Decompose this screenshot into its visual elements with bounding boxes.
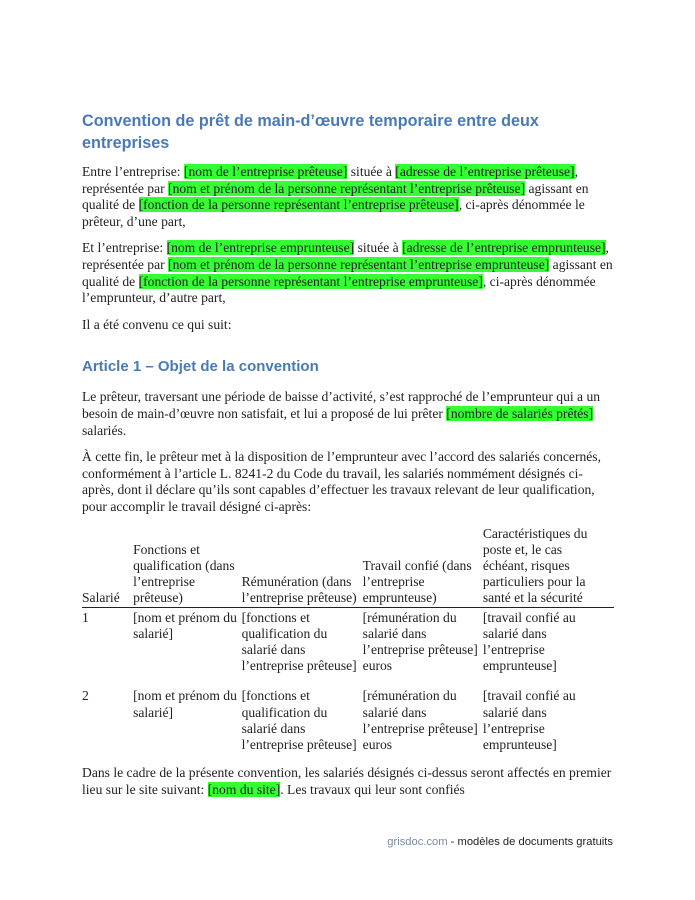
table-cell: 1 <box>82 609 89 625</box>
text: Et l’entreprise: <box>82 240 167 256</box>
table-cell: [rémunération du salarié dans l’entreprise prêteuse] euros <box>362 609 478 674</box>
table-row <box>82 686 614 765</box>
footer-brand-link[interactable]: grisdoc.com <box>387 836 448 848</box>
header-remuneration: Rémunération (dans l’entreprise prêteuse) <box>242 526 363 608</box>
table-row <box>82 607 614 686</box>
text: Entre l’entreprise: <box>82 164 184 179</box>
article-1-paragraph-3 <box>82 765 614 798</box>
party-lender-paragraph <box>82 164 614 230</box>
placeholder-lender-name: [nom de l’entreprise prêteuse] <box>183 164 348 179</box>
header-travail: Travail confié (dans l’entreprise emprunteuse) <box>363 526 483 608</box>
placeholder-borrower-address: [adresse de l’entreprise emprunteuse] <box>402 240 606 256</box>
table-cell: [travail confié au salarié dans l’entreprise emprunteuse] <box>482 609 576 674</box>
article-1-paragraph-1 <box>82 389 614 439</box>
header-caracteristiques: Caractéristiques du poste et, le cas échéant, risques particuliers pour la santé et la sécurité <box>483 526 614 608</box>
party-borrower-paragraph <box>82 240 614 306</box>
text: . Les travaux qui leur sont confiés <box>280 781 465 797</box>
text: , ci-après dénommée l’emprunteur, d’autre part, <box>82 273 596 306</box>
placeholder-employee-count: [nombre de salariés prêtés] <box>446 405 594 421</box>
table-cell: [fonctions et qualification du salarié dans l’entreprise prêteuse] <box>241 688 357 752</box>
placeholder-lender-address: [adresse de l’entreprise prêteuse] <box>395 164 575 179</box>
table-cell: 2 <box>82 688 89 704</box>
placeholder-borrower-name: [nom de l’entreprise emprunteuse] <box>166 240 355 256</box>
header-fonctions: Fonctions et qualification (dans l’entreprise prêteuse) <box>133 526 242 608</box>
table-cell: [nom et prénom du salarié] <box>133 688 237 720</box>
employees-table <box>82 526 614 766</box>
article-1-paragraph-2: À cette fin, le prêteur met à la disposition de l’emprunteur avec l’accord des salariés concernés, conformément à l’article L. 8241-2 du Code du travail, les salariés nommément désignés ci-après, dont il déclare qu’ils sont capables d’effectuer les travaux relevant de leur qualification, pour accomplir le travail désigné ci-après: <box>82 449 601 514</box>
article-1-title: Article 1 – Objet de la convention <box>82 358 319 376</box>
placeholder-site-name: [nom du site] <box>207 781 281 797</box>
agreement-intro: Il a été convenu ce qui suit: <box>82 316 232 332</box>
text: agissant en qualité de <box>82 180 589 213</box>
table-header-row <box>82 526 614 608</box>
text: , ci-après dénommée le prêteur, d’une part, <box>82 197 585 229</box>
table-cell: [travail confié au salarié dans l’entreprise emprunteuse] <box>482 688 576 752</box>
placeholder-borrower-function: [fonction de la personne représentant l’entreprise emprunteuse] <box>138 273 483 289</box>
text: située à <box>354 240 403 256</box>
table-cell: [rémunération du salarié dans l’entreprise prêteuse] euros <box>362 688 478 752</box>
text: , représentée par <box>82 164 578 196</box>
text: , représentée par <box>82 240 609 272</box>
text: située à <box>347 164 396 179</box>
document-page <box>82 110 614 808</box>
placeholder-lender-function: [fonction de la personne représentant l’entreprise prêteuse] <box>138 197 459 213</box>
text: salariés. <box>82 422 127 438</box>
table-cell: [fonctions et qualification du salarié dans l’entreprise prêteuse] <box>241 609 357 674</box>
placeholder-borrower-representative: [nom et prénom de la personne représentant l’entreprise emprunteuse] <box>168 256 550 272</box>
page-footer <box>387 836 613 848</box>
footer-text: - modèles de documents gratuits <box>447 836 613 848</box>
table-cell: [nom et prénom du salarié] <box>133 609 237 641</box>
document-title: Convention de prêt de main-d’œuvre temporaire entre deux entreprises <box>82 112 539 152</box>
text: Dans le cadre de la présente convention, les salariés désignés ci-dessus seront affectés en premier lieu sur le site suivant: <box>82 765 612 797</box>
header-salarie: Salarié <box>82 526 133 608</box>
text: Le prêteur, traversant une période de baisse d’activité, s’est rapproché de l’emprunteur qui a un besoin de main-d’œuvre non satisfait, et lui a proposé de lui prêter <box>82 389 601 421</box>
placeholder-lender-representative: [nom et prénom de la personne représentant l’entreprise prêteuse] <box>168 180 526 196</box>
text: agissant en qualité de <box>82 256 613 289</box>
